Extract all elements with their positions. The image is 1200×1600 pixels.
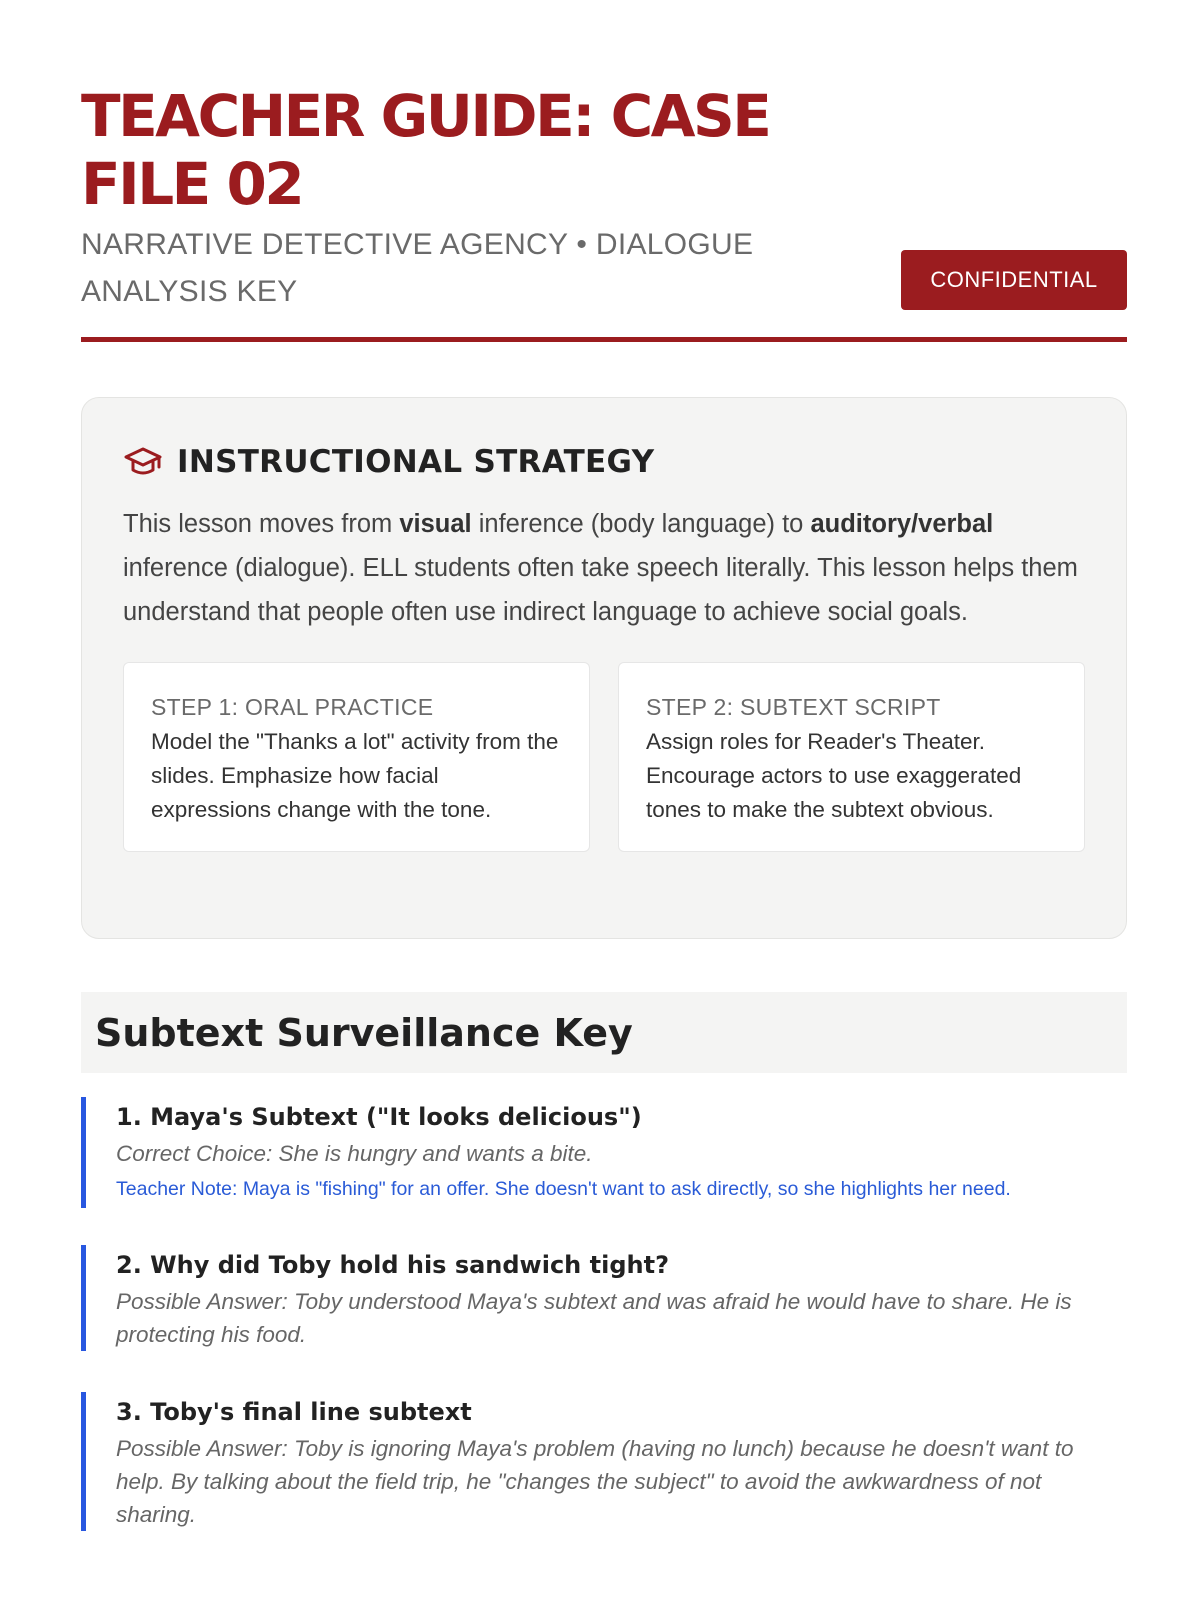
step-card-oral-practice [123, 662, 590, 852]
strategy-text: This lesson moves from visual inference (body language) to auditory/verbal inference (dialogue). ELL students often take speech literally. This lesson helps them understand that people often use indirect language to achieve social goals. [123, 510, 1078, 626]
question: 3. Toby's final line subtext [116, 1398, 472, 1426]
section-title: Subtext Surveillance Key [95, 1010, 633, 1055]
answer-key-item [81, 1097, 1127, 1208]
page-subtitle: NARRATIVE DETECTIVE AGENCY • DIALOGUE ANALYSIS KEY [81, 228, 754, 308]
step-text: Assign roles for Reader's Theater. Encourage actors to use exaggerated tones to make the subtext obvious. [646, 729, 1022, 822]
strategy-title: INSTRUCTIONAL STRATEGY [177, 444, 655, 480]
graduation-cap-icon [123, 446, 163, 478]
step-text: Model the "Thanks a lot" activity from the slides. Emphasize how facial expressions change with the tone. [151, 729, 559, 822]
answer: Correct Choice: She is hungry and wants a bite. [116, 1141, 593, 1166]
answer-key-item [81, 1245, 1127, 1351]
question: 1. Maya's Subtext ("It looks delicious") [116, 1103, 642, 1131]
section-heading [81, 992, 1127, 1073]
instructional-strategy-card [81, 397, 1127, 939]
answer: Possible Answer: Toby is ignoring Maya's problem (having no lunch) because he doesn't want to help. By talking about the field trip, he "changes the subject" to avoid the awkwardness of not sharing. [116, 1436, 1074, 1527]
step-title: STEP 1: ORAL PRACTICE [151, 694, 434, 720]
answer-key-item [81, 1392, 1127, 1531]
step-card-subtext-script [618, 662, 1085, 852]
teacher-note: Teacher Note: Maya is "fishing" for an offer. She doesn't want to ask directly, so she highlights her need. [116, 1178, 1011, 1200]
strategy-header [123, 436, 1085, 488]
steps-row [123, 662, 1085, 852]
answer: Possible Answer: Toby understood Maya's subtext and was afraid he would have to share. He is protecting his food. [116, 1289, 1072, 1347]
header [81, 0, 1127, 342]
page-title: TEACHER GUIDE: CASE FILE 02 [81, 82, 770, 218]
teacher-guide-page [81, 0, 1127, 1527]
question: 2. Why did Toby hold his sandwich tight? [116, 1251, 669, 1279]
confidential-badge: CONFIDENTIAL [901, 250, 1127, 310]
step-title: STEP 2: SUBTEXT SCRIPT [646, 694, 941, 720]
